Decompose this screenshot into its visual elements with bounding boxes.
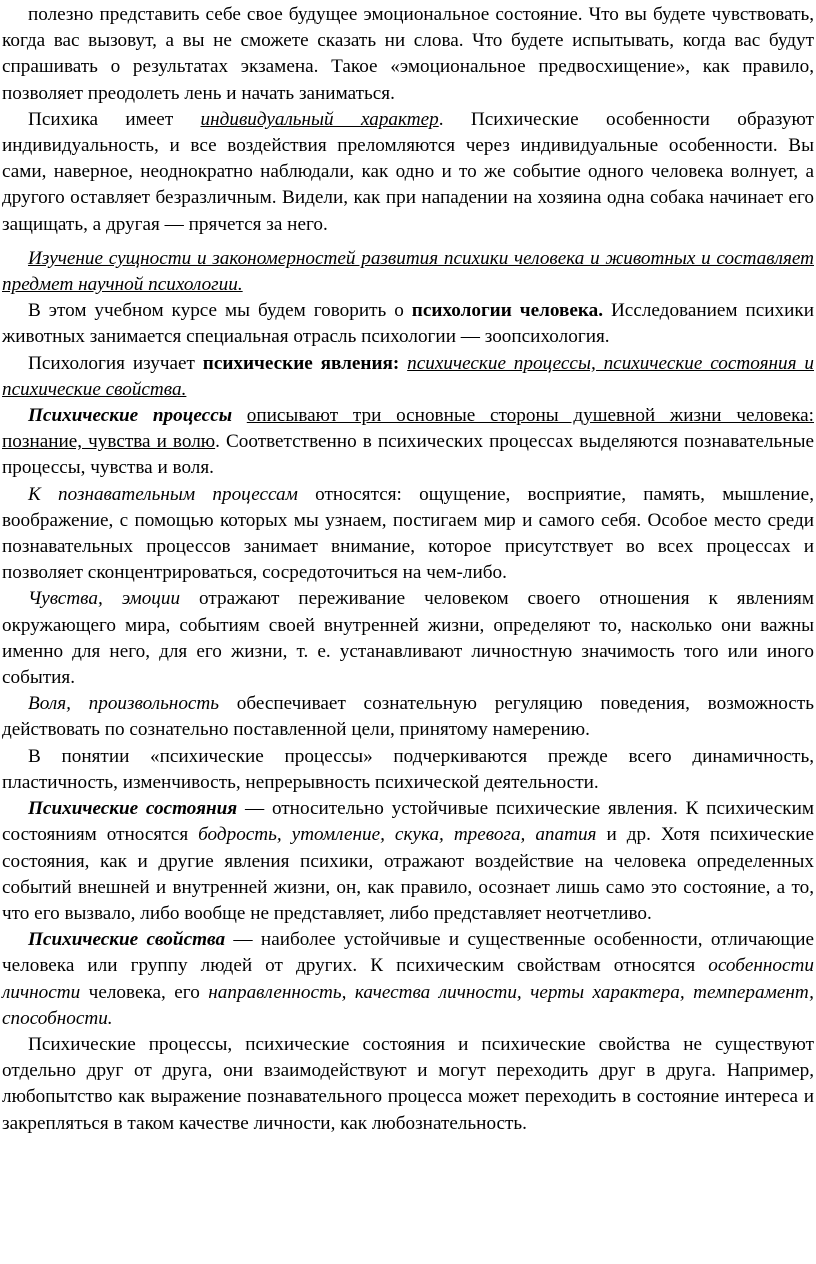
term-mental-states: Психические состояния <box>28 798 238 820</box>
paragraph-will <box>2 691 814 743</box>
text-run: . Соответственно в психических процессах выделяются познавательные процессы, чувства и воля. <box>2 431 814 479</box>
list-mental-states: бодрость, утомление, скука, тревога, апатия <box>198 824 597 846</box>
term-will: Воля, произвольность <box>28 693 220 715</box>
paragraph-interaction: Психические процессы, психические состояния и психические свойства не существуют отдельно друг от друга, они взаимодействуют и могут переходить друг в друга. Например, любопытство как выражение познавательного процесса может переходить в состояние интереса и закрепляться в таком качестве личности, как любознательность. <box>2 1033 814 1134</box>
text-run <box>232 405 247 426</box>
paragraph-cognitive-processes <box>2 482 814 587</box>
paragraph-mental-processes <box>2 403 814 482</box>
term-personality-traits: особенности личности <box>2 955 814 1003</box>
term-mental-properties: Психические свойства <box>28 929 226 951</box>
paragraph-human-psychology <box>2 298 814 350</box>
paragraph-subject-of-psychology <box>2 246 814 298</box>
paragraph-process-dynamics: В понятии «психические процессы» подчеркиваются прежде всего динамичность, пластичность, изменчивость, непрерывность психической деятельности. <box>2 745 814 793</box>
paragraph-emotional-anticipation: полезно представить себе свое будущее эмоциональное состояние. Что вы будете чувствовать, когда вас вызовут, а вы не сможете сказать ни слова. Что будете испытывать, когда вас будут спрашивать о результатах экзамена. Такое «эмоциональное предвосхищение», как правило, позволяет преодолеть лень и начать заниматься. <box>2 4 814 104</box>
paragraph-mental-phenomena <box>2 351 814 403</box>
text-run: отражают переживание человеком своего отношения к явлениям окружающего мира, событиям своей внутренней жизни, определяют то, насколько они важны именно для него, для его жизни, т. е. устанавливают личностную значимость того или иного события. <box>2 588 815 689</box>
paragraph-feelings-emotions <box>2 586 814 691</box>
text-run: — относительно устойчивые психические явления. К психическим состояниям относятся <box>2 798 814 846</box>
definition-mental-processes: описывают три основные стороны душевной жизни человека: познание, чувства и волю <box>2 405 814 453</box>
text-run: относятся: ощущение, восприятие, память, мышление, воображение, с помощью которых мы узнаем, постигаем мир и самого себя. Особое место среди познавательных процессов занимает внимание, которое присутствует во всех процессах и позволяет сконцентрироваться, сосредоточиться на чем-либо. <box>2 483 814 584</box>
text-run: обеспечивает сознательную регуляцию поведения, возможность действовать по сознательно поставленной цели, принятому намерению. <box>2 693 815 741</box>
list-mental-phenomena: психические процессы, психические состояния и психические свойства. <box>2 352 814 400</box>
text-run: человека, его <box>80 981 209 1003</box>
text-run <box>399 353 407 374</box>
text-run: Психика имеет <box>28 108 201 130</box>
paragraph-individual-character <box>2 107 814 238</box>
paragraph-mental-states <box>2 796 814 927</box>
term-cognitive-processes: К познавательным процессам <box>28 483 298 505</box>
term-feelings-emotions: Чувства, эмоции <box>28 588 181 610</box>
term-individual-character: индивидуальный характер <box>200 108 439 130</box>
text-run: В этом учебном курсе мы будем говорить о <box>28 300 412 322</box>
text-run: Исследованием психики животных занимается специальная отрасль психологии — зоопсихология. <box>2 300 815 348</box>
term-mental-phenomena: психические явления: <box>202 352 400 374</box>
text-run: . Психические особенности образуют индивидуальность, и все воздействия преломляются через индивидуальные особенности. Вы сами, наверное, неоднократно наблюдали, как одно и то же событие одного человека волнует, а другого оставляет безразличным. Видели, как при нападении на хозяина одна собака начинает его защищать, а другая — прячется за него. <box>2 108 814 235</box>
list-mental-properties: направленность, качества личности, черты характера, темперамент, способности. <box>2 981 814 1029</box>
term-human-psychology: психологии человека. <box>411 300 603 322</box>
paragraph-mental-properties <box>2 927 814 1032</box>
text-run: Психология изучает <box>28 352 203 374</box>
term-mental-processes: Психические процессы <box>28 405 233 427</box>
text-run: и др. Хотя психические состояния, как и другие явления психики, отражают воздействие на человека определенных событий внешней и внутренней жизни, он, как правило, осознает лишь само это состояние, а то, что его вызвало, либо вообще не представляет, либо представляет неотчетливо. <box>2 824 814 924</box>
text-run: — наиболее устойчивые и существенные особенности, отличающие человека или группу людей от других. К психическим свойствам относятся <box>2 929 814 977</box>
definition-subject-of-psychology: Изучение сущности и закономерностей развития психики человека и животных и составляет предмет научной психологии. <box>2 247 814 296</box>
